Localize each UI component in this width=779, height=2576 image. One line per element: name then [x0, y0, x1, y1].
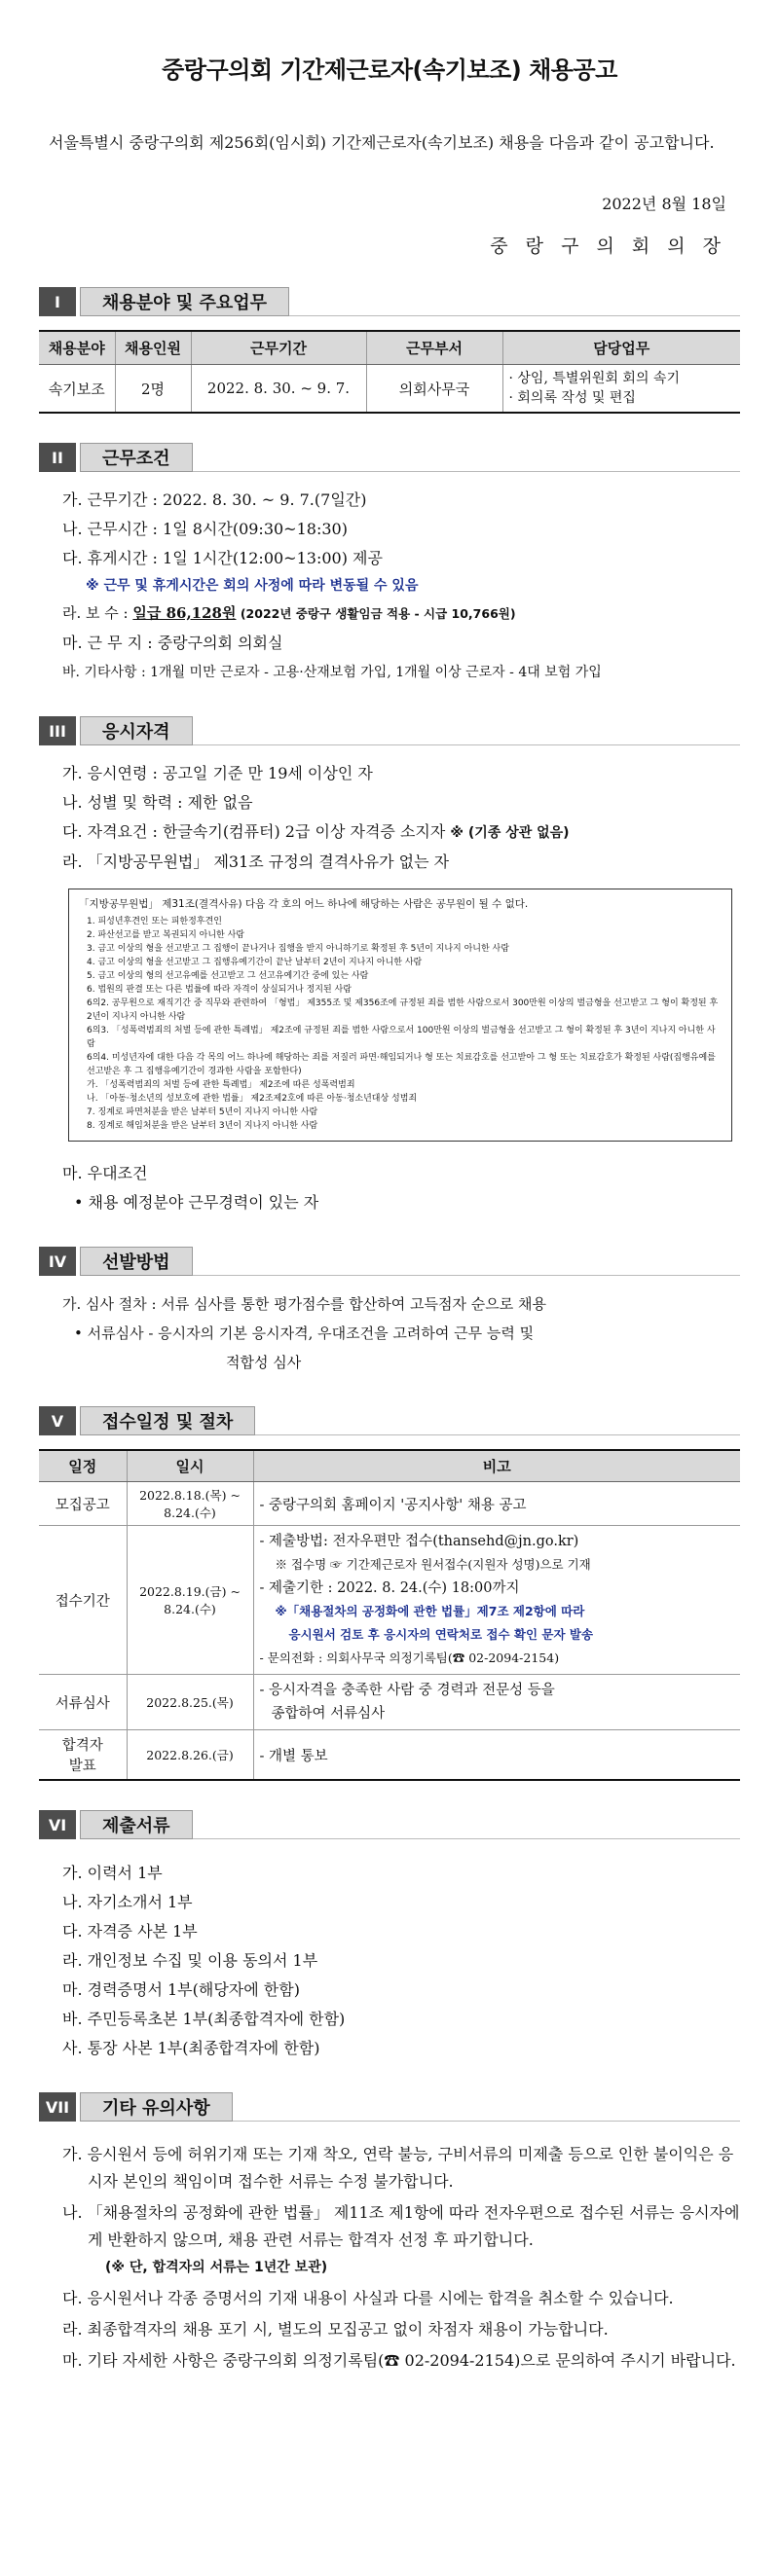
divider — [193, 716, 740, 745]
documents-list — [39, 1859, 740, 2063]
duty-item: · 회의록 작성 및 편집 — [508, 390, 636, 406]
job-table — [39, 330, 740, 414]
list-item: 가. 이력서 1부 — [62, 1864, 163, 1882]
section-title: 접수일정 및 절차 — [80, 1406, 255, 1435]
date-line: 2022.8.19.(금) ~ — [139, 1584, 241, 1599]
table-row — [39, 1730, 740, 1781]
qualification-list — [39, 759, 740, 877]
requirement-text: 다. 자격요건 : 한글속기(컴퓨터) 2급 이상 자격증 소지자 — [62, 822, 451, 841]
announcement-date: 2022년 8월 18일 — [602, 195, 726, 213]
note-line: - 응시자격을 충족한 사람 중 경력과 전문성 등을 — [259, 1683, 555, 1698]
cell-date — [127, 1526, 253, 1675]
cell-note: - 개별 통보 — [253, 1730, 740, 1781]
cell-period: 2022. 8. 30. ~ 9. 7. — [191, 365, 366, 414]
cell-count: 2명 — [115, 365, 191, 414]
divider — [193, 1247, 740, 1276]
table-header: 근무부서 — [366, 331, 502, 365]
list-item: 마. 기타 자세한 사항은 중랑구의회 의정기록팀(☎ 02-2094-2154)으로 문의하여 주시기 바랍니다. — [62, 2351, 736, 2370]
intro-text: 서울특별시 중랑구의회 제256회(임시회) 기간제근로자(속기보조) 채용을 다음과 같이 공고합니다. — [49, 133, 715, 152]
section-number: V — [39, 1406, 76, 1435]
conditions-note: ※ 근무 및 휴게시간은 회의 사정에 따라 변동될 수 있음 — [86, 578, 419, 594]
section-header-2 — [39, 443, 740, 472]
cell-stage — [39, 1730, 127, 1781]
cell-stage: 모집공고 — [39, 1482, 127, 1526]
table-header: 채용인원 — [115, 331, 191, 365]
section-number: VI — [39, 1810, 76, 1839]
cell-dept: 의회사무국 — [366, 365, 502, 414]
list-item-note: (※ 단, 합격자의 서류는 1년간 보관) — [105, 2260, 328, 2275]
requirement-note: ※ (기종 상관 없음) — [450, 825, 570, 841]
law-excerpt-item: 나. 「아동·청소년의 성보호에 관한 법률」 제2조제2호에 따른 아동·청소년대상 성범죄 — [87, 1094, 418, 1104]
divider — [193, 443, 740, 472]
list-item: 바. 주민등록초본 1부(최종합격자에 한함) — [62, 2010, 346, 2028]
section-header-3 — [39, 716, 740, 745]
list-item: 가. 응시연령 : 공고일 기준 만 19세 이상인 자 — [62, 764, 373, 782]
law-excerpt-item: 4. 금고 이상의 형을 선고받고 그 집행유예기간이 끝난 날부터 2년이 지나지 아니한 사람 — [87, 958, 423, 967]
section-title: 선발방법 — [80, 1247, 193, 1276]
law-excerpt-item: 7. 징계로 파면처분을 받은 날부터 5년이 지나지 아니한 사람 — [87, 1107, 318, 1117]
notes-list — [39, 2141, 740, 2375]
law-excerpt-item: 8. 징계로 해임처분을 받은 날부터 3년이 지나지 아니한 사람 — [87, 1121, 318, 1131]
table-header: 비고 — [253, 1450, 740, 1482]
section-header-5 — [39, 1406, 740, 1435]
table-header: 채용분야 — [39, 331, 115, 365]
law-excerpt-item: 3. 금고 이상의 형을 선고받고 그 집행이 끝나거나 집행을 받지 아니하기로 확정된 후 5년이 지나지 아니한 사람 — [87, 944, 509, 954]
list-item: 다. 휴게시간 : 1일 1시간(12:00~13:00) 제공 — [62, 549, 383, 567]
list-item: 가. 응시원서 등에 허위기재 또는 기재 착오, 연락 불능, 구비서류의 미제출 등으로 인한 불이익은 응시자 본인의 책임이며 접수한 서류는 수정 불가합니다. — [62, 2145, 734, 2191]
list-item: 다. 자격증 사본 1부 — [62, 1922, 198, 1941]
table-header: 일시 — [127, 1450, 253, 1482]
table-row — [39, 1482, 740, 1526]
law-excerpt-item: 6의3. 「성폭력범죄의 처벌 등에 관한 특례법」 제2조에 규정된 죄를 범한 사람으로서 100만원 이상의 벌금형을 선고받고 그 형이 확정된 후 3년이 지나지 아니한 사람 — [87, 1026, 716, 1049]
section-header-1 — [39, 287, 740, 316]
list-item: 라. 「지방공무원법」 제31조 규정의 결격사유가 없는 자 — [62, 853, 450, 871]
list-item: 가. 근무기간 : 2022. 8. 30. ~ 9. 7.(7일간) — [62, 490, 367, 509]
list-item: 적합성 심사 — [226, 1354, 302, 1371]
table-row — [39, 365, 740, 414]
list-item: 사. 통장 사본 1부(최종합격자에 한함) — [62, 2039, 320, 2057]
pay-label: 라. 보 수 : — [62, 604, 133, 622]
list-item: 마. 경력증명서 1부(해당자에 한함) — [62, 1980, 300, 1999]
section-title: 제출서류 — [80, 1810, 193, 1839]
section-number: III — [39, 716, 76, 745]
note-line: 응시원서 검토 후 응시자의 연락처로 접수 확인 문자 발송 — [288, 1627, 594, 1642]
divider — [233, 2092, 740, 2122]
note-line: ※「채용절차의 공정화에 관한 법률」제7조 제2항에 따라 — [275, 1604, 585, 1618]
note-line: ※ 접수명 ☞ 기간제근로자 원서접수(지원자 성명)으로 기재 — [275, 1557, 591, 1572]
law-excerpt-item: 5. 금고 이상의 형의 선고유예를 선고받고 그 선고유예기간 중에 있는 사람 — [87, 971, 369, 981]
preference-list — [39, 1159, 740, 1217]
section-number: II — [39, 443, 76, 472]
list-item — [62, 817, 740, 848]
section-header-7 — [39, 2092, 740, 2122]
page-title: 중랑구의회 기간제근로자(속기보조) 채용공고 — [162, 56, 617, 84]
section-title: 기타 유의사항 — [80, 2092, 233, 2122]
section-title: 근무조건 — [80, 443, 193, 472]
list-item: 라. 최종합격자의 채용 포기 시, 별도의 모집공고 없이 차점자 채용이 가능합니다. — [62, 2320, 609, 2339]
law-excerpt-item: 6. 법원의 판결 또는 다른 법률에 따라 자격이 상실되거나 정지된 사람 — [87, 985, 352, 995]
note-line: - 제출방법: 전자우편만 접수(thansehd@jn.go.kr) — [259, 1534, 579, 1549]
cell-duty — [502, 365, 740, 414]
section-title: 응시자격 — [80, 716, 193, 745]
note-line: - 문의전화 : 의회사무국 의정기록팀(☎ 02-2094-2154) — [259, 1651, 560, 1665]
table-header: 근무기간 — [191, 331, 366, 365]
selection-list — [39, 1289, 740, 1377]
issuer: 중 랑 구 의 회 의 장 — [490, 236, 726, 257]
list-item: 나. 성별 및 학력 : 제한 없음 — [62, 793, 253, 812]
section-header-6 — [39, 1810, 740, 1839]
cell-date — [127, 1482, 253, 1526]
conditions-list — [39, 486, 740, 687]
cell-note: - 중랑구의회 홈페이지 '공지사항' 채용 공고 — [253, 1482, 740, 1526]
divider — [289, 287, 740, 316]
law-excerpt-item: 가. 「성폭력범죄의 처벌 등에 관한 특례법」 제2조에 따른 성폭력범죄 — [87, 1080, 355, 1090]
section-title: 채용분야 및 주요업무 — [80, 287, 289, 316]
law-excerpt-item: 6의2. 공무원으로 재직기간 중 직무와 관련하여 「형법」 제355조 및 제356조에 규정된 죄를 범한 사람으로서 300만원 이상의 벌금형을 선고받고 그 형이 확정된 후 2년이 지나지 아니한 사람 — [87, 998, 719, 1022]
stage-line: 발표 — [68, 1759, 96, 1774]
table-header: 담당업무 — [502, 331, 740, 365]
date-line: 8.24.(수) — [164, 1602, 216, 1616]
cell-note — [253, 1675, 740, 1730]
list-item: 나. 근무시간 : 1일 8시간(09:30~18:30) — [62, 520, 348, 538]
list-item: 바. 기타사항 : 1개월 미만 근로자 - 고용·산재보험 가입, 1개월 이상 근로자 - 4대 보험 가입 — [62, 665, 602, 680]
list-item: 다. 응시원서나 각종 증명서의 기재 내용이 사실과 다를 시에는 합격을 취소할 수 있습니다. — [62, 2289, 674, 2307]
law-excerpt-item: 2. 파산선고를 받고 복권되지 아니한 사람 — [87, 930, 244, 940]
date-line: 2022.8.18.(목) ~ — [139, 1488, 241, 1503]
cell-stage: 서류심사 — [39, 1675, 127, 1730]
stage-line: 합격자 — [61, 1738, 103, 1754]
pay-detail: (2022년 중랑구 생활임금 적용 - 시급 10,766원) — [236, 606, 516, 621]
date-line: 8.24.(수) — [164, 1506, 216, 1520]
list-item: 나. 「채용절차의 공정화에 관한 법률」 제11조 제1항에 따라 전자우편으로 접수된 서류는 응시자에게 반환하지 않으며, 채용 관련 서류는 합격자 선정 후 파기합니다. — [62, 2203, 740, 2249]
section-number: VII — [39, 2092, 76, 2122]
list-item: • 서류심사 - 응시자의 기본 응시자격, 우대조건을 고려하여 근무 능력 및 — [74, 1324, 535, 1342]
law-excerpt-item: 1. 피성년후견인 또는 피한정후견인 — [87, 917, 222, 926]
list-item: 마. 근 무 지 : 중랑구의회 의회실 — [62, 634, 283, 652]
duty-item: · 상임, 특별위원회 회의 속기 — [508, 371, 680, 386]
cell-stage: 접수기간 — [39, 1526, 127, 1675]
table-row — [39, 1675, 740, 1730]
cell-date: 2022.8.25.(목) — [127, 1675, 253, 1730]
table-header: 일정 — [39, 1450, 127, 1482]
law-excerpt-item: 6의4. 미성년자에 대한 다음 각 목의 어느 하나에 해당하는 죄를 저질러 파면·해임되거나 형 또는 치료감호를 선고받아 그 형 또는 치료감호가 확정된 사람(집행유예를 선고받은 후 그 집행유예기간이 경과한 사람을 포함한다) — [87, 1053, 716, 1076]
list-item — [62, 599, 740, 629]
note-line: 종합하여 서류심사 — [271, 1706, 386, 1722]
cell-note — [253, 1526, 740, 1675]
list-item: 마. 우대조건 — [62, 1164, 148, 1182]
section-header-4 — [39, 1247, 740, 1276]
cell-date: 2022.8.26.(금) — [127, 1730, 253, 1781]
divider — [193, 1810, 740, 1839]
cell-field: 속기보조 — [39, 365, 115, 414]
section-number: I — [39, 287, 76, 316]
list-item: • 채용 예정분야 근무경력이 있는 자 — [74, 1193, 319, 1212]
section-number: IV — [39, 1247, 76, 1276]
list-item: 라. 개인정보 수집 및 이용 동의서 1부 — [62, 1951, 318, 1970]
divider — [255, 1406, 740, 1435]
law-excerpt-heading: 「지방공무원법」 제31조(결격사유) 다음 각 호의 어느 하나에 해당하는 사람은 공무원이 될 수 없다. — [79, 898, 529, 910]
law-excerpt-items — [79, 915, 722, 1133]
note-line: - 제출기한 : 2022. 8. 24.(수) 18:00까지 — [259, 1580, 520, 1596]
list-item: 가. 심사 절차 : 서류 심사를 통한 평가점수를 합산하여 고득점자 순으로 채용 — [62, 1295, 546, 1313]
pay-amount: 일급 86,128원 — [132, 604, 237, 622]
list-item: 나. 자기소개서 1부 — [62, 1893, 193, 1911]
schedule-table — [39, 1449, 740, 1781]
law-excerpt-box — [68, 889, 732, 1142]
table-row — [39, 1526, 740, 1675]
